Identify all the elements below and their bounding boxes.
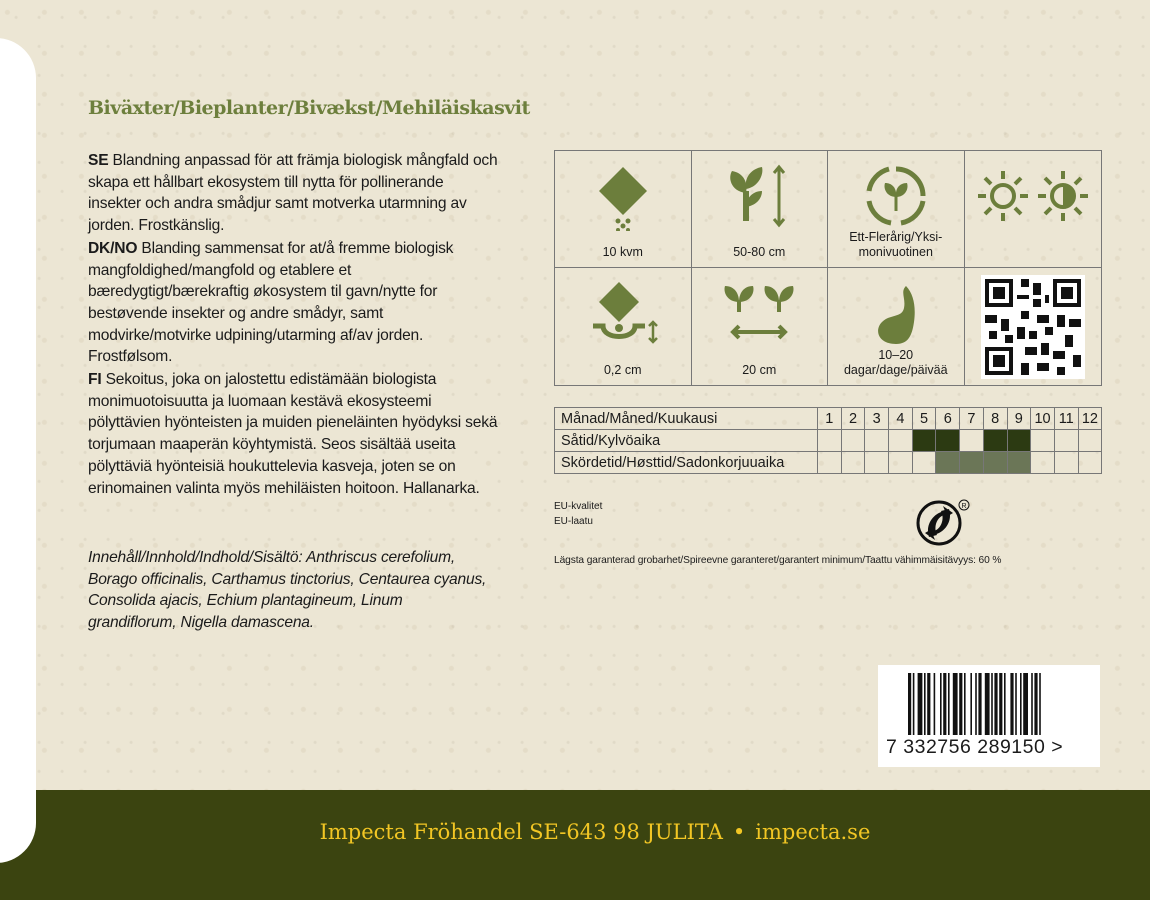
plant-height-icon: [724, 161, 794, 231]
description-dkno-text: Blanding sammensat for at/å fremme biologisk mangfoldighed/mangfold og etablere et bæredygtigt/bærekraftig økosystem til gavn/nytte for bestøvende insekter og andre smådyr, samt modvirke/motvirke udpining/utarming af/av jorden. Frostfølsom.: [88, 239, 454, 366]
info-cell-lifecycle: [828, 151, 965, 268]
footer-bar: [0, 790, 1150, 900]
barcode-bars-icon: [878, 673, 1100, 743]
month-3: 3: [865, 408, 889, 430]
month-11: 11: [1054, 408, 1078, 430]
month-5: 5: [912, 408, 936, 430]
description-se-text: Blandning anpassad för att främja biologisk mångfald och skapa ett hållbart ekosystem till nytta för pollinerande insekter och andra smådjur samt motverka utarmning av jorden. Frostkänslig.: [88, 152, 498, 235]
sowing-month-8: [983, 430, 1007, 452]
plant-spacing-icon: [719, 278, 799, 348]
harvest-month-1: [818, 452, 842, 474]
eu-quality-fi: EU-laatu: [554, 516, 593, 527]
sowing-month-12: [1078, 430, 1102, 452]
info-cell-spacing: [692, 268, 829, 385]
depth-label: 0,2 cm: [603, 362, 642, 377]
footer-separator: •: [732, 820, 746, 844]
sowing-month-10: [1031, 430, 1055, 452]
sowing-month-6: [936, 430, 960, 452]
sowing-depth-icon: [583, 278, 663, 348]
eu-quality: [554, 499, 602, 529]
barcode-number: 7 332756 289150 >: [886, 736, 1064, 758]
lifecycle-icon: [861, 161, 931, 231]
info-cell-height: [692, 151, 829, 268]
qr-code-icon: [981, 275, 1085, 379]
harvest-month-3: [865, 452, 889, 474]
harvest-month-5: [912, 452, 936, 474]
harvest-label: Skördetid/Høsttid/Sadonkorjuuaika: [555, 452, 818, 474]
page-title: Biväxter/Bieplanter/Bivækst/Mehiläiskasvit: [88, 97, 530, 119]
germination-guarantee: Lägsta garanterad grobarhet/Spireevne garanteret/garantert minimum/Taattu vähimmäisitävyys: 60 %: [554, 555, 1002, 566]
calendar-header-row: [555, 408, 1102, 430]
spacing-label: 20 cm: [742, 362, 777, 377]
sowing-month-2: [841, 430, 865, 452]
harvest-month-10: [1031, 452, 1055, 474]
month-10: 10: [1031, 408, 1055, 430]
sowing-month-3: [865, 430, 889, 452]
lang-code-se: SE: [88, 152, 109, 169]
description: [88, 150, 498, 500]
month-2: 2: [841, 408, 865, 430]
lang-code-fi: FI: [88, 371, 102, 389]
footer-text: [0, 820, 1150, 844]
green-dot-recycling-icon: [915, 497, 973, 549]
seed-area-icon: [593, 161, 653, 231]
harvest-month-12: [1078, 452, 1102, 474]
month-8: 8: [983, 408, 1007, 430]
harvest-row: [555, 452, 1102, 474]
month-7: 7: [960, 408, 984, 430]
eu-quality-se: EU-kvalitet: [554, 501, 603, 512]
germination-time-label: 10–20 dagar/dage/päivää: [843, 348, 948, 377]
footer-company: Impecta Fröhandel SE-643 98 JULITA: [319, 820, 723, 844]
info-cell-sun: [965, 151, 1102, 268]
sowing-calendar: [554, 407, 1102, 474]
sowing-month-9: [1007, 430, 1031, 452]
info-cell-germination: [828, 268, 965, 385]
info-cell-qr: [965, 268, 1102, 385]
month-header-label: Månad/Måned/Kuukausi: [555, 408, 818, 430]
month-12: 12: [1078, 408, 1102, 430]
description-dkno: [88, 238, 498, 368]
harvest-month-9: [1007, 452, 1031, 474]
sowing-month-11: [1054, 430, 1078, 452]
harvest-month-7: [960, 452, 984, 474]
sowing-label: Såtid/Kylvöaika: [555, 430, 818, 452]
harvest-month-11: [1054, 452, 1078, 474]
lang-code-dkno: DK/NO: [88, 239, 138, 257]
info-cell-depth: [555, 268, 692, 385]
harvest-month-6: [936, 452, 960, 474]
harvest-month-4: [889, 452, 913, 474]
description-fi: [88, 369, 498, 499]
footer-website[interactable]: impecta.se: [755, 820, 871, 844]
info-cell-area: [555, 151, 692, 268]
sowing-row: [555, 430, 1102, 452]
svg-text:R: R: [961, 503, 967, 510]
lifecycle-label: Ett-Flerårig/Yksi-monivuotinen: [849, 230, 943, 259]
sun-halfshade-icon: [973, 161, 1093, 231]
harvest-month-8: [983, 452, 1007, 474]
contents-list: Innehåll/Innhold/Indhold/Sisältö: Anthriscus cerefolium, Borago officinalis, Carthamus tinctorius, Centaurea cyanus, Consolida ajacis, Echium plantagineum, Linum grandiflorum, Nigella damascena.: [88, 549, 487, 631]
packet-edge: [0, 38, 36, 863]
description-fi-text: Sekoitus, joka on jalostettu edistämään biologista monimuotoisuutta ja luomaan kestävä ekosysteemi pölyttävien hyönteisten ja muiden pieneläinten hyödyksi sekä torjumaan maaperän köyhtymistä. Seos sisältää useita pölyttäviä hyönteisiä houkuttelevia kasveja, joten se on erinomainen valinta myös mehiläisten hoitoon. Hallanarka.: [88, 371, 498, 497]
month-1: 1: [818, 408, 842, 430]
height-label: 50-80 cm: [733, 244, 786, 259]
month-6: 6: [936, 408, 960, 430]
sowing-month-5: [912, 430, 936, 452]
germination-icon: [866, 278, 926, 348]
month-4: 4: [889, 408, 913, 430]
month-9: 9: [1007, 408, 1031, 430]
harvest-month-2: [841, 452, 865, 474]
sowing-month-4: [889, 430, 913, 452]
area-label: 10 kvm: [602, 244, 643, 259]
sowing-month-1: [818, 430, 842, 452]
growing-info-grid: [554, 150, 1102, 386]
barcode: [878, 665, 1100, 767]
description-se: [88, 150, 498, 237]
sowing-month-7: [960, 430, 984, 452]
